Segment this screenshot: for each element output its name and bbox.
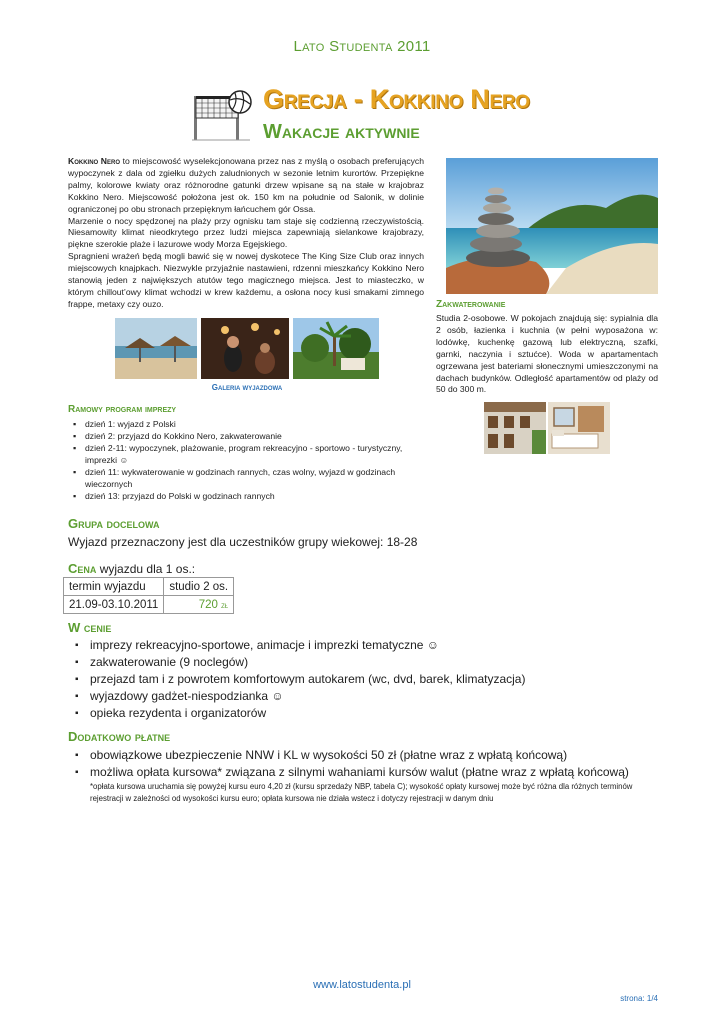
page-number: strona: 1/4	[620, 994, 658, 1003]
price-line	[68, 561, 195, 576]
gallery-caption: Galeria wyjazdowa	[211, 383, 283, 392]
list-item: ▪ zakwaterowanie (9 noclegów)	[68, 654, 648, 671]
price-table	[63, 577, 234, 614]
list-item: ▪ dzień 2-11: wypoczynek, plażowanie, program rekreacyjno - sportowo - turystyczny, imprezki ☺	[68, 442, 428, 466]
table-header-cell: studio 2 os.	[164, 578, 234, 596]
table-header-cell: termin wyjazdu	[64, 578, 164, 596]
table-cell-date: 21.09-03.10.2011	[64, 596, 164, 614]
list-item: ▪ wyjazdowy gadżet-niespodzianka ☺	[68, 688, 648, 705]
accommodation-photos	[484, 402, 610, 454]
gallery-photos	[115, 318, 379, 379]
schedule-list	[68, 418, 428, 502]
table-row	[64, 596, 234, 614]
page-title: Grecja - Kokkino Nero	[263, 84, 530, 114]
list-item: ▪ obowiązkowe ubezpieczenie NNW i KL w wysokości 50 zł (płatne wraz z wpłatą końcową)	[68, 747, 668, 764]
target-group-text: Wyjazd przeznaczony jest dla uczestników grupy wiekowej: 18-28	[68, 535, 418, 549]
price-suffix: wyjazdu dla 1 os.:	[96, 562, 196, 576]
website-link[interactable]: www.latostudenta.pl	[313, 979, 411, 991]
list-item: ▪ dzień 1: wyjazd z Polski	[68, 418, 428, 430]
included-heading: W cenie	[68, 620, 112, 635]
bedroom-photo	[548, 402, 610, 454]
accommodation-text: Studia 2-osobowe. W pokojach znajdują się: sypialnia dla 2 osób, łazienka i kuchnia (w pełni wyposażona w: lodówkę, kuchenkę gazową lub elektryczną, szafki, garnki, naczynia i sztućce). Woda w apartamentach ogrzewana jest bateriami słonecznymi umieszczonymi na dachach budynków. Odległość apartamentów od plaży od 50 do 300 m.	[436, 313, 658, 395]
volleyball-logo	[190, 86, 254, 142]
gallery-photo-bar	[201, 318, 289, 379]
list-item: ▪ dzień 2: przyjazd do Kokkino Nero, zakwaterowanie	[68, 430, 428, 442]
gallery-photo-beach	[115, 318, 197, 379]
apartment-building-photo	[484, 402, 546, 454]
footnote: *opłata kursowa uruchamia się powyżej kursu euro 4,20 zł (kursu sprzedaży NBP, tabela C); wysokość opłaty kursowej może być różna dla różnych terminów rejestracji w zależności od wysokości kursu euro; opłata kursowa nie działa wstecz i dotyczy rejestracji w danym dniu	[90, 782, 633, 803]
beach-stones-photo	[446, 158, 658, 294]
extra-paid-heading: Dodatkowo płatne	[68, 729, 171, 744]
price-heading: Cena	[68, 561, 97, 576]
list-item: ▪ dzień 13: przyjazd do Polski w godzinach rannych	[68, 490, 428, 502]
accommodation-heading: Zakwaterowanie	[436, 299, 506, 310]
extra-paid-list	[68, 747, 668, 781]
intro-paragraph-1: to miejscowość wyselekcjonowana przez nas z myślą o osobach preferujących wypoczynek z dala od zgiełku dużych zaludnionych w sezonie letnim kurortów. Przepiękne palmy, kolorowe kwiaty oraz różnorodne gatunki drzew wpisane są na stałe w krajobraz Kokkino Nero. Miejscowość położona jest ok. 150 km na południe od Salonik, w dolinie ograniczonej po obu stronach przepięknym łańcuchem gór Ossa.	[68, 156, 424, 214]
list-item: ▪ opieka rezydenta i organizatorów	[68, 705, 648, 722]
table-row	[64, 578, 234, 596]
included-list	[68, 637, 648, 722]
list-item: ▪ dzień 11: wykwaterowanie w godzinach rannych, czas wolny, wyjazd w godzinach wieczornych	[68, 466, 428, 490]
header-title: Lato Studenta 2011	[293, 38, 431, 55]
page-subtitle: Wakacje aktywnie	[263, 121, 420, 143]
gallery-photo-palm	[293, 318, 379, 379]
intro-text	[68, 156, 424, 311]
intro-lead: Kokkino Nero	[68, 156, 121, 166]
list-item: ▪ imprezy rekreacyjno-sportowe, animacje i imprezki tematyczne ☺	[68, 637, 648, 654]
schedule-heading: Ramowy program imprezy	[68, 404, 177, 415]
target-group-heading: Grupa docelowa	[68, 516, 160, 531]
list-item: ▪ przejazd tam i z powrotem komfortowym autokarem (wc, dvd, barek, klimatyzacja)	[68, 671, 648, 688]
price-value: 720	[198, 598, 218, 611]
list-item: ▪ możliwa opłata kursowa* związana z silnymi wahaniami kursów walut (płatne wraz z wpłatą końcową)	[68, 764, 668, 781]
intro-paragraph-3: Spragnieni wrażeń będą mogli bawić się w nowej dyskotece The King Size Club oraz innych miejscowych knajpkach. Niezwykle przyjaźnie nastawieni, rdzenni mieszkańcy Kokkino Nero stanowią jeden z największych atutów tego magicznego miejsca. Jest to miasteczko, w którym chillout’owy klimat wchodzi w krew każdemu, a osłona nocy kusi smakami zimnego frappe, metaxy czy ouzo.	[68, 251, 424, 309]
price-currency: zł	[221, 600, 229, 610]
table-cell-price	[164, 596, 234, 614]
intro-paragraph-2: Marzenie o nocy spędzonej na plaży przy ognisku tam staje się codzienną rzeczywistością. Niesamowity klimat nieodkrytego przez ludzi miejsca zapewniają sielankowe krajobrazy, piękne szerokie plaże i lazurowe wody Morza Egejskiego.	[68, 215, 424, 250]
